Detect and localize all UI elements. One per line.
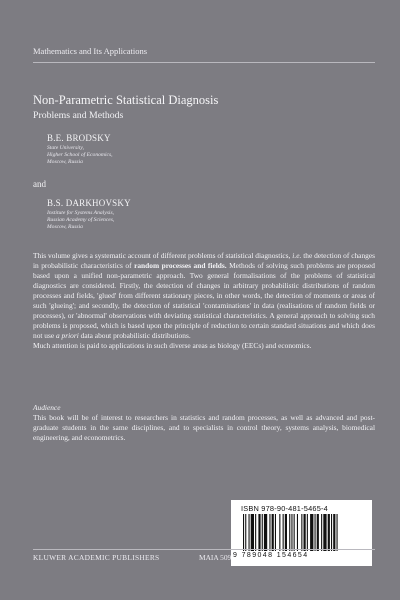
author-1-affiliation — [47, 145, 113, 167]
barcode-bar — [307, 514, 308, 551]
barcode-bar — [255, 514, 256, 551]
barcode-bar — [264, 514, 267, 551]
book-title: Non-Parametric Statistical Diagnosis — [33, 93, 219, 107]
description-paragraph-2: Much attention is paid to applications in such diverse areas as biology (EECs) and economics. — [33, 341, 312, 350]
and-conjunction: and — [33, 179, 46, 189]
author-1-affiliation-line: Moscow, Russia — [47, 159, 83, 166]
barcode-bar — [337, 514, 338, 551]
barcode-bar — [279, 514, 280, 551]
author-1-affiliation-line: State University, — [47, 145, 84, 151]
author-2-affiliation — [47, 210, 114, 232]
barcode-bar — [283, 514, 284, 551]
author-1-affiliation-line: Higher School of Economics, — [47, 152, 113, 159]
barcode-box — [231, 500, 372, 566]
barcode-number: 9 789048 154654 — [233, 552, 309, 559]
barcode-bar — [245, 514, 246, 551]
author-2-name: B.S. DARKHOVSKY — [47, 198, 131, 208]
top-rule — [33, 62, 375, 63]
barcode-bar — [275, 514, 276, 551]
barcode-bar — [291, 514, 292, 551]
barcode-bar — [294, 514, 295, 551]
barcode-bar — [304, 514, 306, 551]
author-2-affiliation-line: Russian Academy of Sciences, — [47, 217, 115, 224]
barcode-bar — [333, 514, 335, 551]
barcode-bar — [289, 514, 290, 551]
isbn-label: ISBN 978-90-481-5465-4 — [241, 504, 328, 513]
barcode-bars — [243, 514, 360, 551]
series-number: MAIA 509 — [199, 553, 232, 562]
barcode-bar — [251, 514, 254, 551]
barcode-bar — [310, 514, 313, 551]
barcode-bar — [331, 514, 332, 551]
barcode-bar — [258, 514, 260, 551]
barcode-bar — [243, 514, 244, 551]
description-paragraph-1: This volume gives a systematic account of different problems of statistical diagnostics, i.e. the detection of changes in probabilistic characteristics of random processes and fields. Methods of solving such problems are proposed based upon a unified non-parametric approach. Two general formalisations of the problems of statistical diagnostics are considered. Firstly, the detection of changes in arbitrary probabilistic distributions of random processes and fields, 'glued' from different stationary pieces, in other words, the detection of moments or areas of such 'glueing'; and secondly, the detection of statistical 'contaminations' in data (realisations of random fields or processes), or 'abnormal' observations with deviating statistical characteristics. A general approach to solving such problems is proposed, which is based upon the principle of reduction to certain standard situations and which does not use a priori data about probabilistic distributions. — [33, 251, 375, 340]
audience-text: This book will be of interest to researchers in statistics and random processes, as well as advanced and post-graduate students in the same disciplines, and to specialists in control theory, systems analysis, biomedical engineering, and econometrics. — [33, 413, 375, 442]
barcode-bar — [301, 514, 302, 551]
barcode-bar — [262, 514, 263, 551]
author-2-affiliation-line: Moscow, Russia — [47, 224, 83, 231]
barcode-bar — [321, 514, 322, 551]
barcode-bar — [285, 514, 287, 551]
bottom-rule — [33, 549, 375, 550]
barcode-bar — [328, 514, 330, 551]
book-subtitle: Problems and Methods — [33, 110, 124, 121]
barcode-bar — [317, 514, 319, 551]
barcode-bar — [323, 514, 326, 551]
barcode-bar — [272, 514, 274, 551]
barcode-bar — [315, 514, 316, 551]
barcode-bar — [269, 514, 270, 551]
series-name: Mathematics and Its Applications — [33, 46, 148, 56]
barcode-bar — [249, 514, 250, 551]
barcode-bar — [297, 514, 298, 551]
author-2-affiliation-line: Institute for Systems Analysis, — [47, 210, 115, 216]
publisher-name: KLUWER ACADEMIC PUBLISHERS — [33, 553, 160, 562]
description-text — [33, 251, 375, 351]
author-1-name: B.E. BRODSKY — [47, 133, 111, 143]
audience-heading: Audience — [33, 403, 61, 412]
